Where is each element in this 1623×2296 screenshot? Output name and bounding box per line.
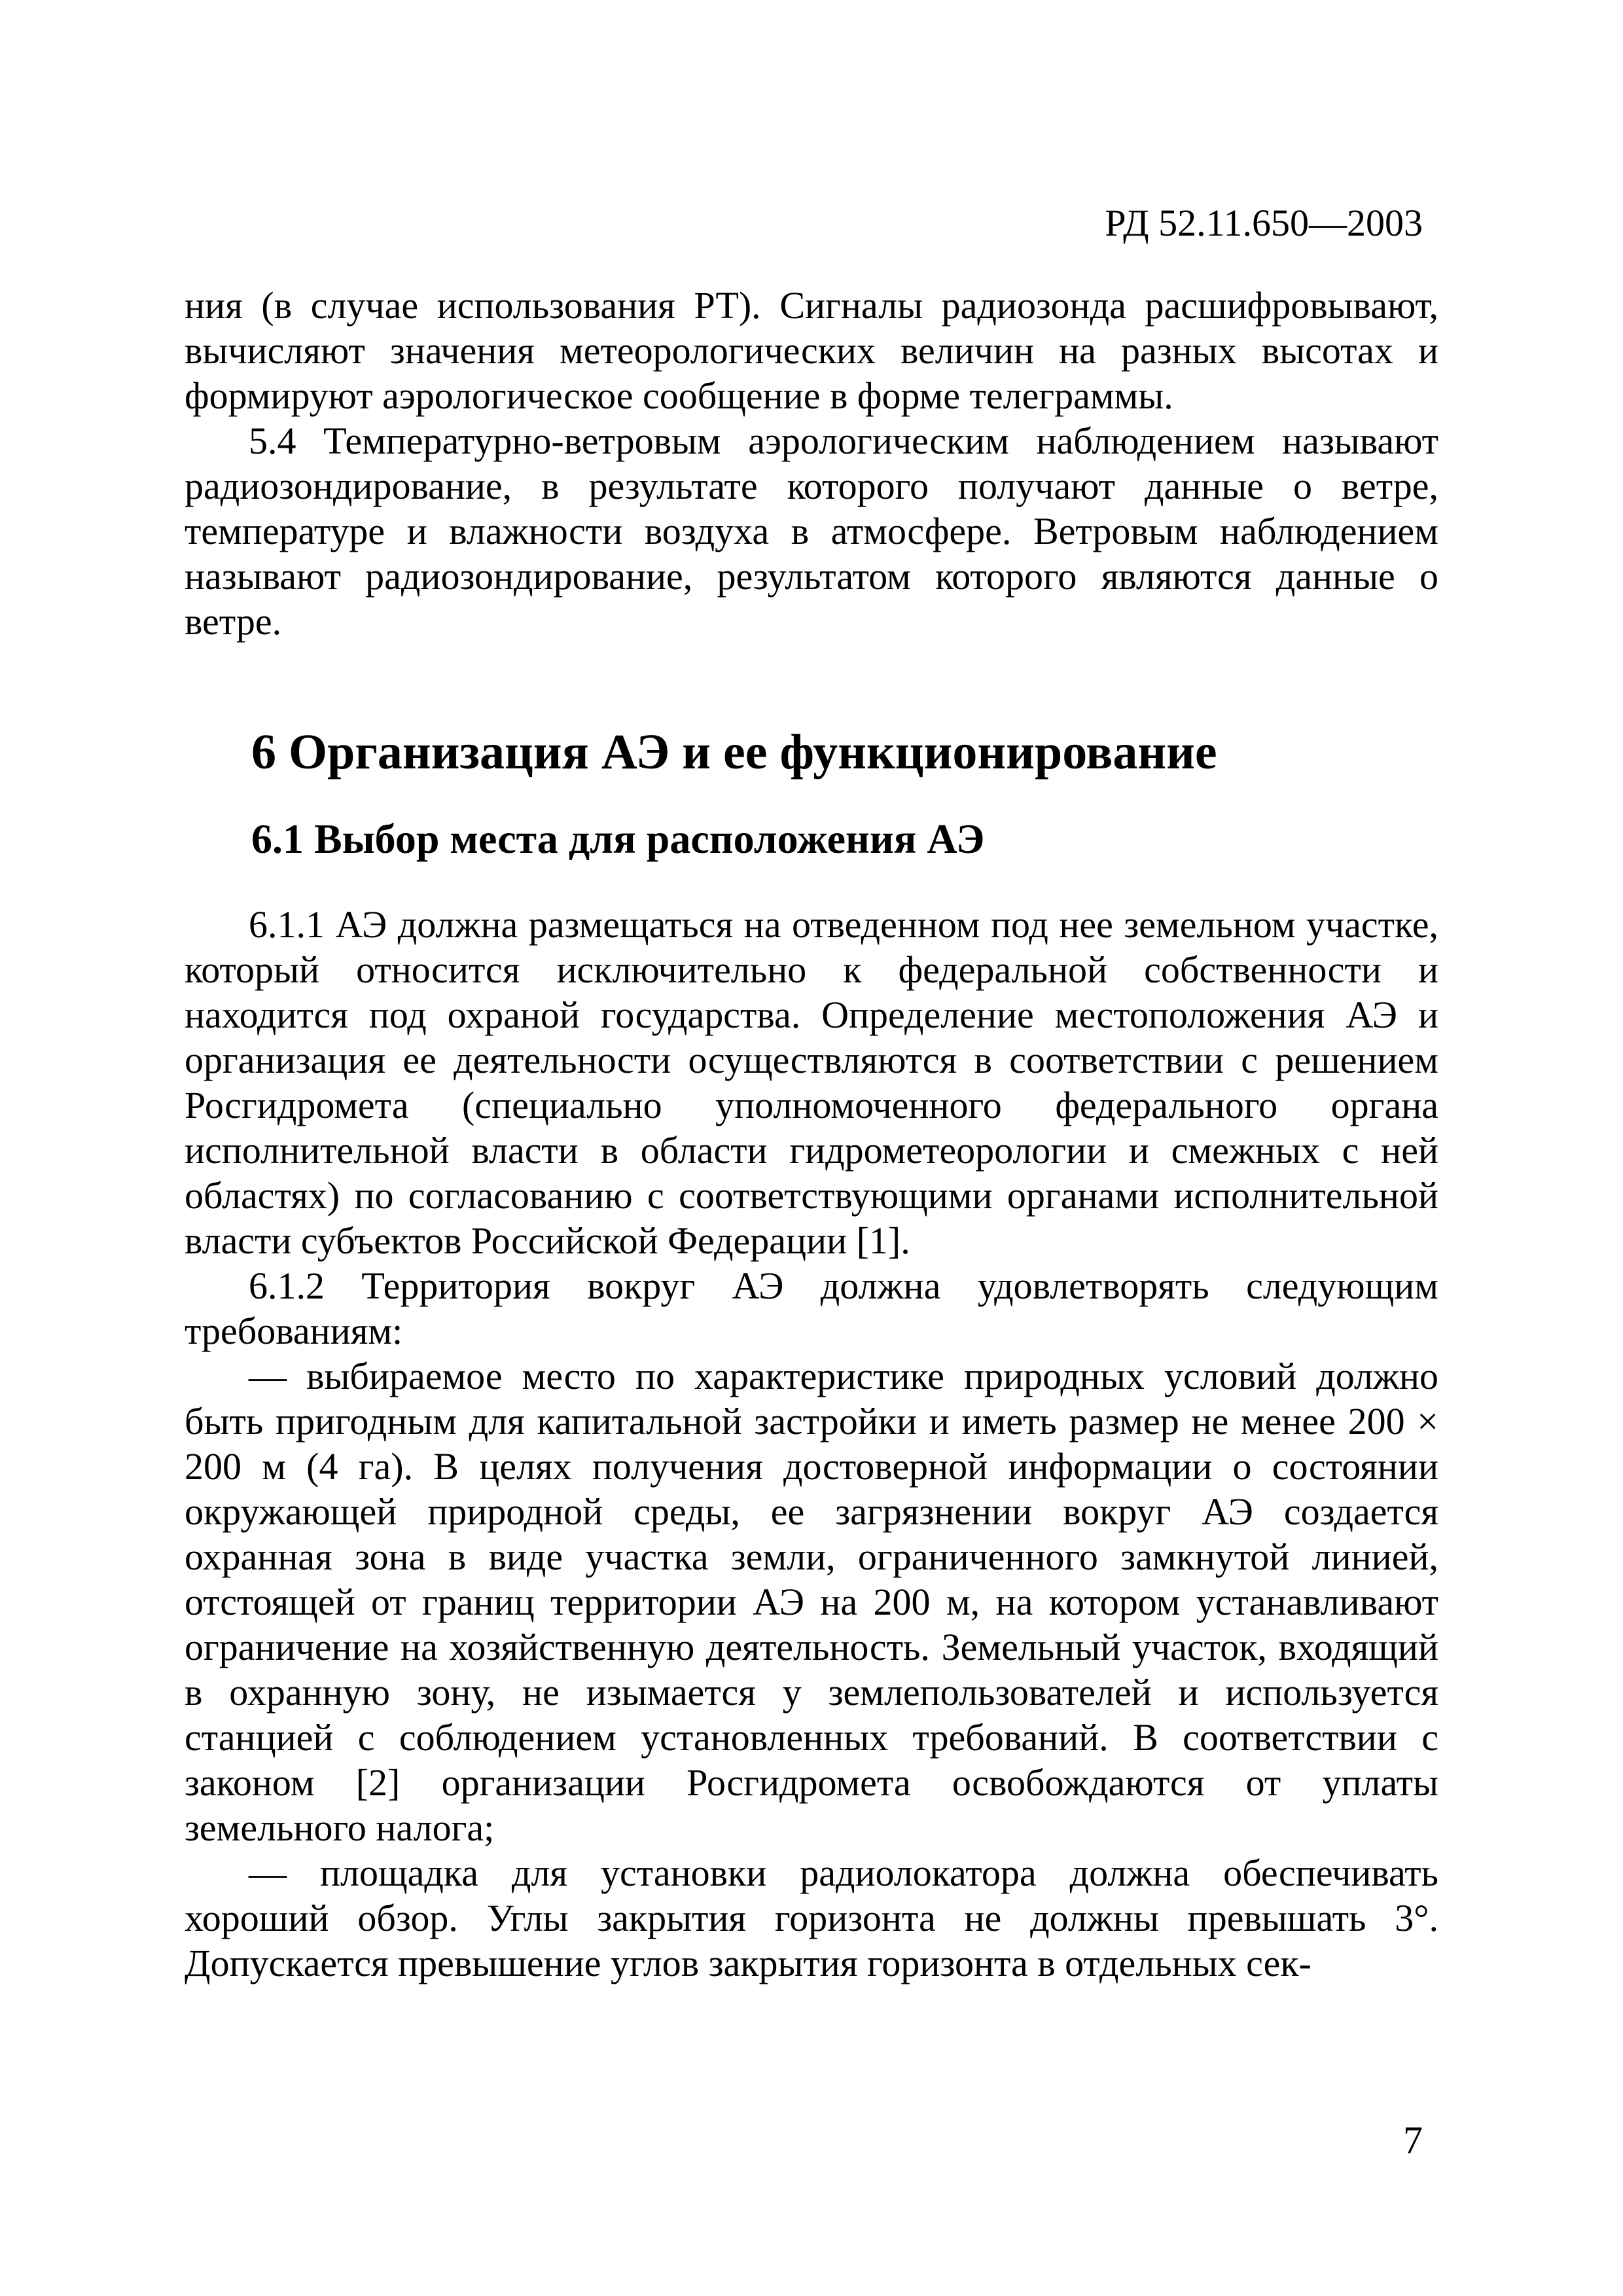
list-item-site-selection: — выбираемое место по характеристике природных условий должно быть пригодным для капитальной застройки и иметь размер не менее 200 × 200 м (4 га). В целях получения достоверной информации о состоянии окружающей природной среды, ее загрязнении вокруг АЭ создается охранная зона в виде участка земли, ограниченного замкнутой линией, отстоящей от границ территории АЭ на 200 м, на котором устанавливают ограничение на хозяйственную деятельность. Земельный участок, входящий в охранную зону, не изымается у землепользователей и используется станцией с соблюдением установленных требований. В соответствии с законом [2] организации Росгидромета освобождаются от уплаты земельного налога; [185,1355,1438,1849]
page-number: 7 [1403,2119,1423,2162]
paragraph-6-1-1: 6.1.1 АЭ должна размещаться на отведенном под нее земельном участке, который относится исключительно к федеральной собственности и находится под охраной государства. Определение местоположения АЭ и организация ее деятельности осуществляются в соответствии с решением Росгидромета (специально уполномоченного федерального органа исполнительной власти в области гидрометеорологии и смежных с ней областях) по согласованию с соответствующими органами исполнительной власти субъектов Российской Федерации [1]. [185,903,1438,1262]
document-code: РД 52.11.650—2003 [1105,202,1423,244]
paragraph-5-4: 5.4 Температурно-ветровым аэрологическим наблюдением называют радиозондирование, в результате которого получают данные о ветре, температуре и влажности воздуха в атмосфере. Ветровым наблюдением называют радиозондирование, результатом которого являются данные о ветре. [185,420,1438,643]
subsection-heading: 6.1 Выбор места для расположения АЭ [251,816,985,862]
list-item-radar-platform: — площадка для установки радиолокатора должна обеспечивать хороший обзор. Углы закрытия горизонта не должны превышать 3°. Допускается превышение углов закрытия горизонта в отдельных сек- [185,1852,1438,1984]
paragraph-6-1-2: 6.1.2 Территория вокруг АЭ должна удовлетворять следующим требованиям: [185,1265,1438,1352]
main-text-block [185,902,1438,1986]
section-heading: 6 Организация АЭ и ее функционирование [251,725,1217,780]
intro-text-block [185,283,1438,644]
paragraph-continuation: ния (в случае использования РТ). Сигналы радиозонда расшифровывают, вычисляют значения метеорологических величин на разных высотах и формируют аэрологическое сообщение в форме телеграммы. [185,284,1438,417]
